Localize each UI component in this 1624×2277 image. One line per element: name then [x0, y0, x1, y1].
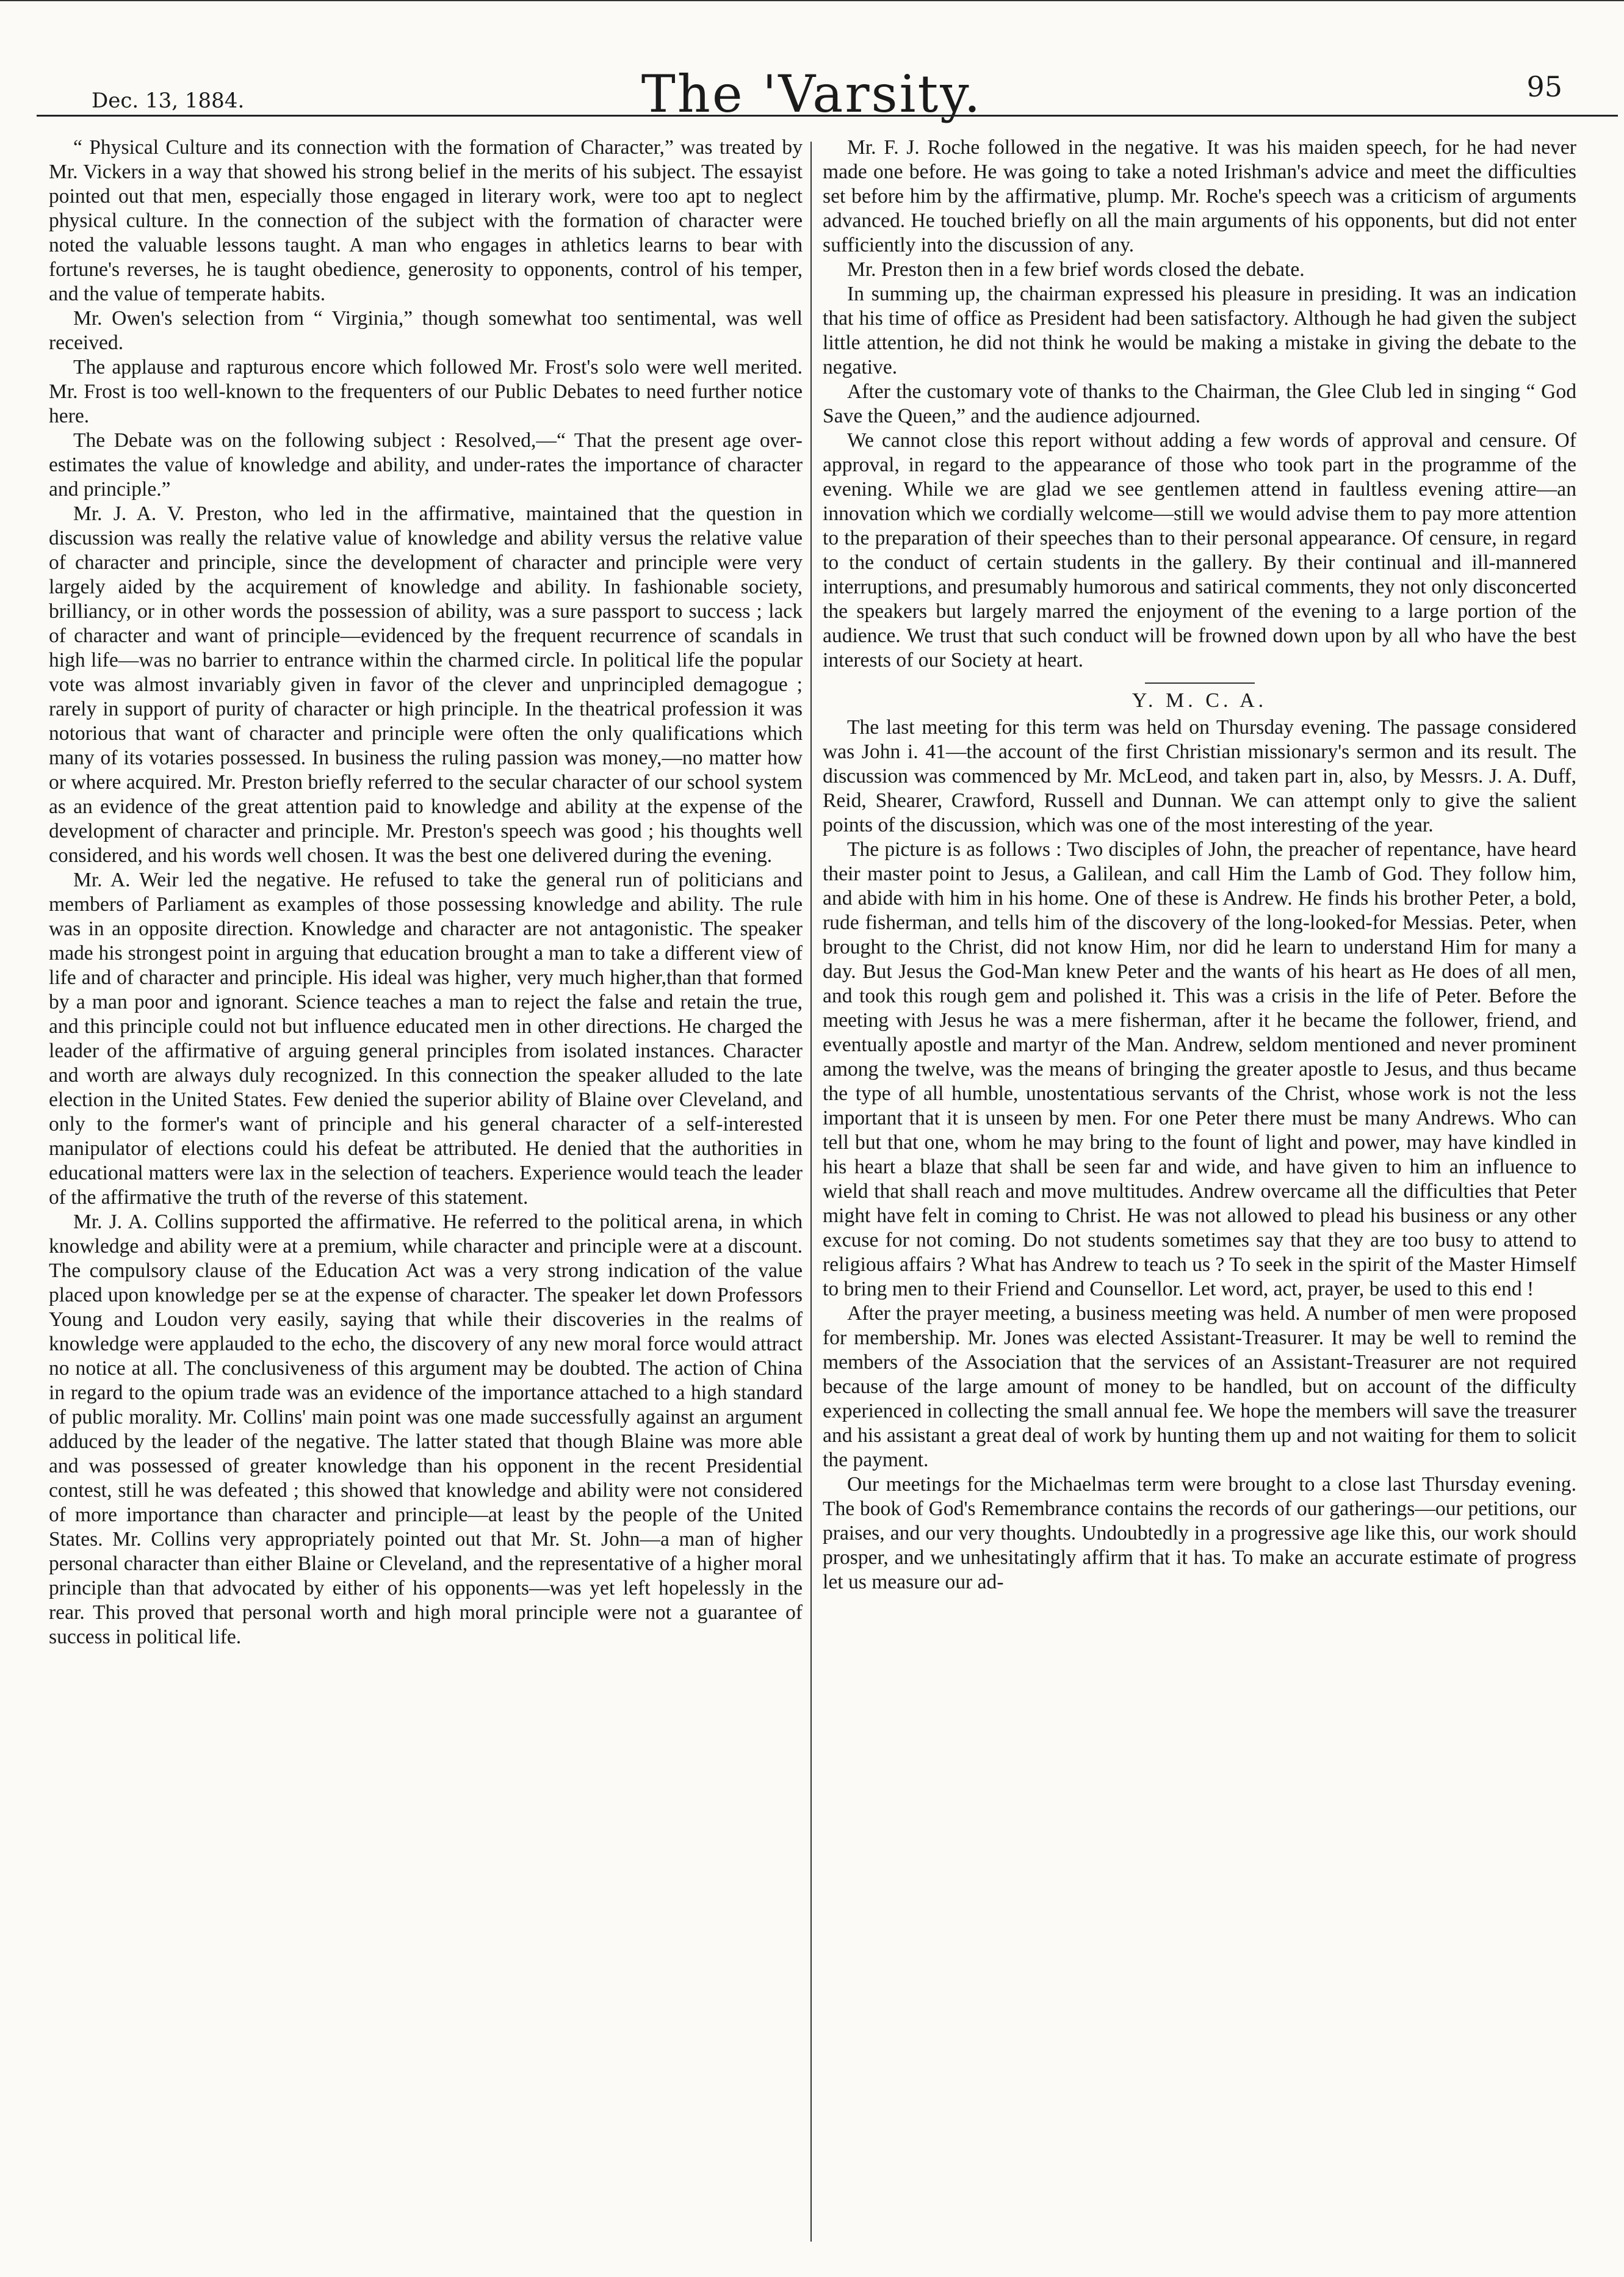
paragraph-business-meeting: After the prayer meeting, a business meeting was held. A number of men were proposed for membership. Mr. Jones was elected Assistant-Treasurer. It may be well to remind the members of the Association that the services of an Assistant-Treasurer are not required because of the large amount of money to be handled, but on account of the difficulty experienced in collecting the small annual fee. We hope the members will save the treasurer and his assistant a great deal of work by hunting them up and not waiting for them to solicit the payment. — [823, 1302, 1576, 1471]
paragraph-frost-solo: The applause and rapturous encore which followed Mr. Frost's solo were well merited. Mr. Frost is too well-known to the frequenters of our Public Debates to need further notice here. — [49, 356, 803, 427]
paragraph-collins: Mr. J. A. Collins supported the affirmative. He referred to the political arena, in which knowledge and ability were at a premium, while character and principle were at a discount. The compulsory clause of the Education Act was a very strong indication of the value placed upon knowledge per se at the expense of character. The speaker let down Professors Young and Loudon very easily, saying that while their discoveries in the realms of knowledge were applauded to the echo, the discovery of any new moral force would attract no notice at all. The conclusiveness of this argument may be doubted. The action of China in regard to the opium trade was an evidence of the importance attached to a high standard of public morality. Mr. Collins' main point was one made successfully against an argument adduced by the leader of the negative. The latter stated that though Blaine was more able and was possessed of greater knowledge than his opponent in the recent Presidential contest, still he was defeated ; this showed that knowledge and ability were not considered of more importance than character and principle—at least by the people of the United States. Mr. Collins very appropriately pointed out that Mr. St. John—a man of higher personal character than either Blaine or Cleveland, and the representative of a higher moral principle than that advocated by either of his opponents—was yet left hopelessly in the rear. This proved that personal worth and high moral principle were not a guarantee of success in political life. — [49, 1211, 803, 1648]
paragraph-approval-censure: We cannot close this report without adding a few words of approval and censure. Of approval, in regard to the appearance of those who took part in the programme of the evening. While we are glad we see gentlemen attend in faultless evening attire—an innovation which we cordially welcome—still we would advise them to pay more attention to the preparation of their speeches than to their personal appearance. Of censure, in regard to the conduct of certain students in the gallery. By their continual and ill-mannered interruptions, and presumably humorous and satirical comments, they not only disconcerted the speakers but largely marred the enjoyment of the evening to a large portion of the audience. We trust that such conduct will be frowned down upon by all who have the best interests of our Society at heart. — [823, 429, 1576, 672]
paragraph-preston: Mr. J. A. V. Preston, who led in the affirmative, maintained that the question in discussion was really the relative value of knowledge and ability versus the relative value of character and principle, since the development of character and principle were very largely aided by the acquirement of knowledge and ability. In fashionable society, brilliancy, or in other words the possession of ability, was a sure passport to success ; lack of character and want of principle—evidenced by the frequent recurrence of scandals in high life—was no barrier to entrance within the charmed circle. In political life the popular vote was almost invariably given in favor of the clever and unprincipled demagogue ; rarely in support of purity of character or high principle. In the theatrical profession it was notorious that want of character and principle were often the only qualifications which many of its votaries possessed. In business the ruling passion was money,—no matter how or where acquired. Mr. Preston briefly referred to the secular character of our school system as an evidence of the great attention paid to knowledge and ability at the expense of the development of character and principle. Mr. Preston's speech was good ; his thoughts well considered, and his words well chosen. It was the best one delivered during the evening. — [49, 502, 803, 867]
masthead-title: The 'Varsity. — [641, 64, 983, 124]
paragraph-roche: Mr. F. J. Roche followed in the negative. It was his maiden speech, for he had never made one before. He was going to take a noted Irishman's advice and meet the difficulties set before him by the affirmative, plump. Mr. Roche's speech was a criticism of arguments advanced. He touched briefly on all the main arguments of his opponents, but did not enter sufficiently into the discussion of any. — [823, 136, 1576, 256]
section-separator-rule — [1145, 682, 1255, 684]
page-number: 95 — [1526, 70, 1562, 103]
paragraph-weir: Mr. A. Weir led the negative. He refused to take the general run of politicians and members of Parliament as examples of those possessing knowledge and ability. The rule was in an opposite direction. Knowledge and character are not antagonistic. The speaker made his strongest point in arguing that education brought a man to take a different view of life and of character and principle. His ideal was higher, very much higher,than that formed by a man poor and ignorant. Science teaches a man to reject the false and retain the true, and this principle could not but influence educated men in other directions. He charged the leader of the affirmative of arguing general principles from isolated instances. Character and worth are always duly recognized. In this connection the speaker alluded to the late election in the United States. Few denied the superior ability of Blaine over Cleveland, and only to the former's want of principle and his general character of a self-interested manipulator of elections could his defeat be attributed. He denied that the authorities in educational matters were lax in the selection of teachers. Experience would teach the leader of the affirmative the truth of the reverse of this statement. — [49, 869, 803, 1209]
paragraph-owen-selection: Mr. Owen's selection from “ Virginia,” though somewhat too sentimental, was well received. — [49, 307, 803, 354]
top-border-rule — [0, 0, 1624, 1]
issue-date: Dec. 13, 1884. — [92, 89, 245, 113]
section-heading-ymca: Y. M. C. A. — [1131, 689, 1268, 712]
paragraph-preston-close: Mr. Preston then in a few brief words closed the debate. — [847, 258, 1305, 281]
column-divider — [810, 142, 812, 2242]
paragraph-vote-of-thanks: After the customary vote of thanks to the Chairman, the Glee Club led in singing “ God Save the Queen,” and the audience adjourned. — [823, 380, 1576, 427]
paragraph-physical-culture: “ Physical Culture and its connection with the formation of Character,” was treated by Mr. Vickers in a way that showed his strong belief in the merits of his subject. The essayist pointed out that men, especially those engaged in literary work, were too apt to neglect physical culture. In the connection of the subject with the formation of character were noted the valuable lessons taught. A man who engages in athletics learns to bear with fortune's reverses, he is taught obedience, generosity to opponents, control of his temper, and the value of temperate habits. — [49, 136, 803, 305]
left-column — [49, 136, 803, 2245]
paragraph-picture: The picture is as follows : Two disciples of John, the preacher of repentance, have heard their master point to Jesus, a Galilean, and call Him the Lamb of God. They follow him, and abide with him in his home. One of these is Andrew. He finds his brother Peter, a bold, rude fisherman, and tells him of the discovery of the long-looked-for Messias. Peter, when brought to the Christ, did not know Him, nor did he learn to understand Him for many a day. But Jesus the God-Man knew Peter and the wants of his heart as He does of all men, and took this rough gem and polished it. This was a crisis in the life of Peter. Before the meeting with Jesus he was a mere fisherman, after it he became the follower, friend, and eventually apostle and martyr of the Man. Andrew, seldom mentioned and never prominent among the twelve, was the means of bringing the greater apostle to Jesus, and thus became the type of all humble, unostentatious servants of the Christ, whose work is not the less important that it is unseen by men. For one Peter there must be many Andrews. Who can tell but that one, whom he may bring to the fount of light and power, may have kindled in his heart a blaze that shall be seen far and wide, and have given to him an influence to wield that shall reach and move multitudes. Andrew overcame all the difficulties that Peter might have felt in coming to Christ. He was not allowed to plead his business or any other excuse for not coming. Do not students sometimes say that they are too busy to attend to religious affairs ? What has Andrew to teach us ? To seek in the spirit of the Master Himself to bring men to their Friend and Counsellor. Let word, act, prayer, be used to this end ! — [823, 838, 1576, 1300]
header-rule — [37, 115, 1618, 117]
page-header — [49, 12, 1575, 122]
right-column — [823, 136, 1576, 2245]
paragraph-michaelmas-term: Our meetings for the Michaelmas term were brought to a close last Thursday evening. The book of God's Remembrance contains the records of our gatherings—our petitions, our praises, and our very thoughts. Undoubtedly in a progressive age like this, our work should prosper, and we unhesitatingly affirm that it has. To make an accurate estimate of progress let us measure our ad- — [823, 1473, 1576, 1593]
paragraph-debate-subject: The Debate was on the following subject : Resolved,—“ That the present age over-estimates the value of knowledge and ability, and under-rates the importance of character and principle.” — [49, 429, 803, 501]
paragraph-summing-up: In summing up, the chairman expressed his pleasure in presiding. It was an indication that his time of office as President had been satisfactory. Although he had given the subject little attention, he did not think he would be making a mistake in giving the debate to the negative. — [823, 283, 1576, 378]
paragraph-last-meeting: The last meeting for this term was held on Thursday evening. The passage considered was John i. 41—the account of the first Christian missionary's sermon and its result. The discussion was commenced by Mr. McLeod, and taken part in, also, by Messrs. J. A. Duff, Reid, Shearer, Crawford, Russell and Dunnan. We can attempt only to give the salient points of the discussion, which was one of the most interesting of the year. — [823, 716, 1576, 836]
